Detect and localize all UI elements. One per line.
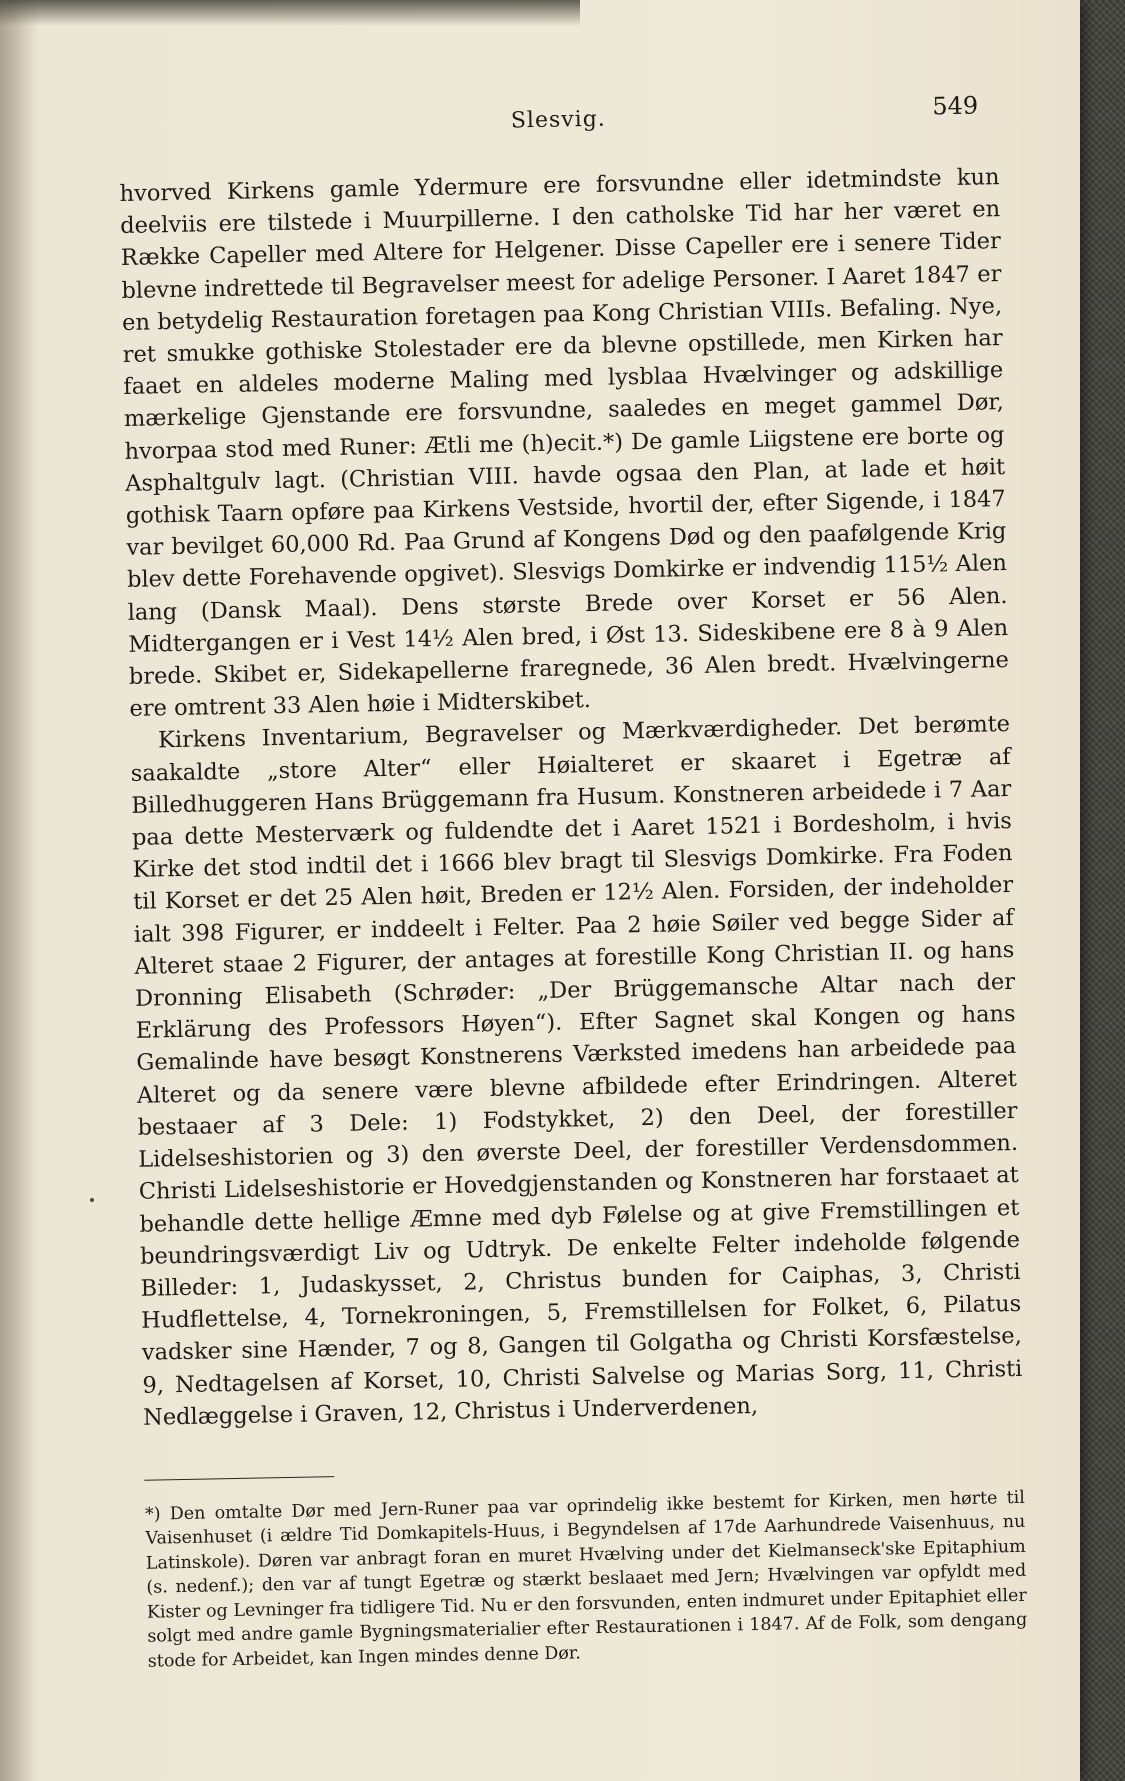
running-head: Slesvig. [510, 106, 607, 134]
page-gutter-shadow [0, 0, 40, 1781]
text-block [118, 91, 1028, 1674]
page-header [118, 91, 999, 148]
footnote-text: *) Den omtalte Dør med Jern-Runer paa var oprindelig ikke bestemt for Kirken, men hørte til Vaisenhuset (i ældre Tid Domkapitels-Huus, i Begyndelsen af 17de Aarhundrede Vaisenhuus, nu Latinskole). Døren var anbragt foran en muret Hvælving under det Kielmanseck'ske Epitaphium (s. nedenf.); den var af tungt Egetræ og stærkt beslaaet med Jern; Hvælvingen var opfyldt med Kister og Levninger fra tidligere Tid. Nu er den forsvunden, enten indmuret under Epitaphiet eller solgt med andre gamle Bygningsmaterialier efter Restaurationen i 1847. Af de Folk, som dengang stode for Arbeidet, kan Ingen mindes denne Dør. [144, 1487, 1028, 1672]
paragraph: Kirkens Inventarium, Begravelser og Mærkværdigheder. Det berømte saakaldte „store Alter“ eller Høialteret er skaaret i Egetræ af Billedhuggeren Hans Brüggemann fra Husum. Konstneren arbeidede i 7 Aar paa dette Mesterværk og fuldendte det i Aaret 1521 i Bordesholm, i hvis Kirke det stod indtil det i 1666 blev bragt til Slesvigs Domkirke. Fra Foden til Korset er det 25 Alen høit, Breden er 12½ Alen. Forsiden, der indeholder ialt 398 Figurer, er inddeelt i Felter. Paa 2 høie Søiler ved begge Sider af Alteret staae 2 Figurer, der antages at forestille Kong Christian II. og hans Dronning Elisabeth (Schrøder: „Der Brüggemansche Altar nach der Erklärung des Professors Høyen“). Efter Sagnet skal Kongen og hans Gemalinde have besøgt Konstnerens Værksted imedens han arbeidede paa Alteret og da senere være blevne afbildede efter Erindringen. Alteret bestaaer af 3 Dele: 1) Fodstykket, 2) den Deel, der forestiller Lidelseshistorien og 3) den øverste Deel, der forestiller Verdensdommen. Christi Lidelseshistorie er Hovedgjenstanden og Konstneren har forstaaet at behandle dette hellige Æmne med dyb Følelse og at give Fremstillingen et beundringsværdigt Liv og Udtryk. De enkelte Felter indeholde følgende Billeder: 1, Judaskysset, 2, Christus bunden for Caiphas, 3, Christi Hudflettelse, 4, Tornekroningen, 5, Fremstillelsen for Folket, 6, Pilatus vadsker sine Hænder, 7 og 8, Gangen til Golgatha og Christi Korsfæstelse, 9, Nedtagelsen af Korset, 10, Christi Salvelse og Marias Sorg, 11, Christi Nedlæggelse i Graven, 12, Christus i Underverdenen, [130, 711, 1023, 1431]
footnote-rule [144, 1476, 334, 1481]
top-edge-shadow [0, 0, 580, 26]
page-number: 549 [932, 91, 979, 121]
footnote [145, 1486, 1028, 1674]
body-text [119, 161, 1023, 1434]
margin-mark [90, 1198, 94, 1202]
paragraph: hvorved Kirkens gamle Ydermure ere forsvundne eller idetmindste kun deelviis ere tilstede i Muurpillerne. I den catholske Tid har her været en Række Capeller med Altere for Helgener. Disse Capeller ere i senere Tider blevne indrettede til Begravelser meest for adelige Personer. I Aaret 1847 er en betydelig Restauration foretagen paa Kong Christian VIIIs. Befaling. Nye, ret smukke gothiske Stolestader ere da blevne opstillede, men Kirken har faaet en aldeles moderne Maling med lysblaa Hvælvinger og adskillige mærkelige Gjenstande ere forsvundne, saaledes en meget gammel Dør, hvorpaa stod med Runer: Ætli me (h)ecit.*) De gamle Liigstene ere borte og Asphaltgulv lagt. (Christian VIII. havde ogsaa den Plan, at lade et høit gothisk Taarn opføre paa Kirkens Vestside, hvortil der, efter Sigende, i 1847 var bevilget 60,000 Rd. Paa Grund af Kongens Død og den paafølgende Krig blev dette Forehavende opgivet). Slesvigs Domkirke er indvendig 115½ Alen lang (Dansk Maal). Dens største Brede over Korset er 56 Alen. Midtergangen er i Vest 14½ Alen bred, i Øst 13. Sideskibene ere 8 à 9 Alen brede. Skibet er, Sidekapellerne fraregnede, 36 Alen bredt. Hvælvingerne ere omtrent 33 Alen høie i Midterskibet. [119, 164, 1010, 723]
